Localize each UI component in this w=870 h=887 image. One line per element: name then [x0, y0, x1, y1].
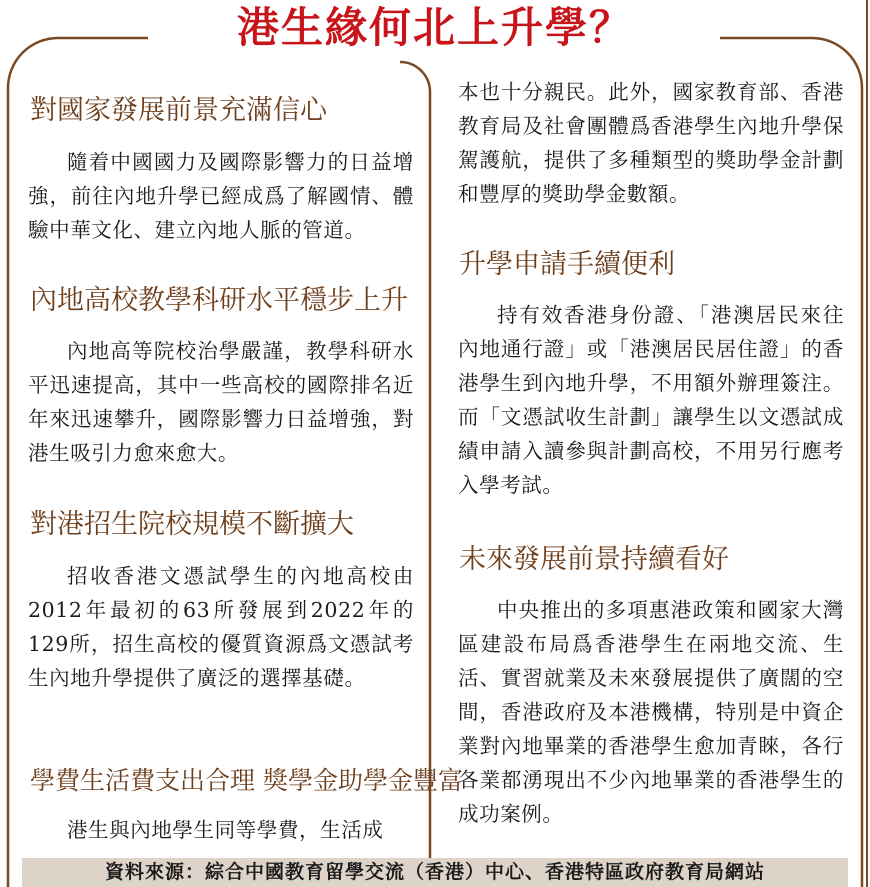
paragraph-fees-continued: 本也十分親民。此外，國家教育部、香港教育局及社會團體爲香港學生內地升學保駕護航，提供了多種類型的獎助學金計劃和豐厚的獎助學金數額。: [458, 80, 844, 206]
page-title: 港生緣何北上升學？: [236, 3, 633, 52]
heading-institution-scale: 對港招生院校規模不斷擴大: [30, 509, 354, 540]
paragraph-research-level: 內地高等院校治學嚴謹，教學科研水平迅速提高，其中一些高校的國際排名近年來迅速攀升，國際影響力日益增強，對港生吸引力愈來愈大。: [28, 339, 414, 465]
heading-application-process: 升學申請手續便利: [459, 249, 675, 280]
heading-fees-scholarships: 學費生活費支出合理 獎學金助學金豐富: [30, 766, 463, 795]
paragraph-fees-start: 港生與內地學生同等學費，生活成: [66, 818, 384, 842]
paragraph-institution-scale: 招收香港文憑試學生的內地高校由2012年最初的63所發展到2022年的129所，招生高校的優質資源爲文憑試考生內地升學提供了廣泛的選擇基礎。: [28, 564, 414, 690]
paragraph-application-process: 持有效香港身份證、「港澳居民來往內地通行證」或「港澳居民居住證」的香港學生到內地升學，不用額外辦理簽注。而「文憑試收生計劃」讓學生以文憑試成績申請入讀參與計劃高校，不用另行應考入學考試。: [458, 303, 844, 497]
paragraph-confidence: 隨着中國國力及國際影響力的日益增強，前往內地升學已經成爲了解國情、體驗中華文化、建立內地人脈的管道。: [28, 150, 414, 242]
heading-research-level: 內地高校教學科研水平穩步上升: [30, 285, 408, 316]
source-footer: 資料來源：綜合中國教育留學交流（香港）中心、香港特區政府教育局網站: [22, 858, 848, 887]
heading-confidence: 對國家發展前景充滿信心: [30, 95, 327, 126]
heading-future-prospects: 未來發展前景持續看好: [459, 544, 729, 575]
paragraph-future-prospects: 中央推出的多項惠港政策和國家大灣區建設布局爲香港學生在兩地交流、生活、實習就業及未來發展提供了廣闊的空間，香港政府及本港機構，特別是中資企業對內地畢業的香港學生愈加青睞，各行各業都湧現出不少內地畢業的香港學生的成功案例。: [458, 598, 844, 826]
